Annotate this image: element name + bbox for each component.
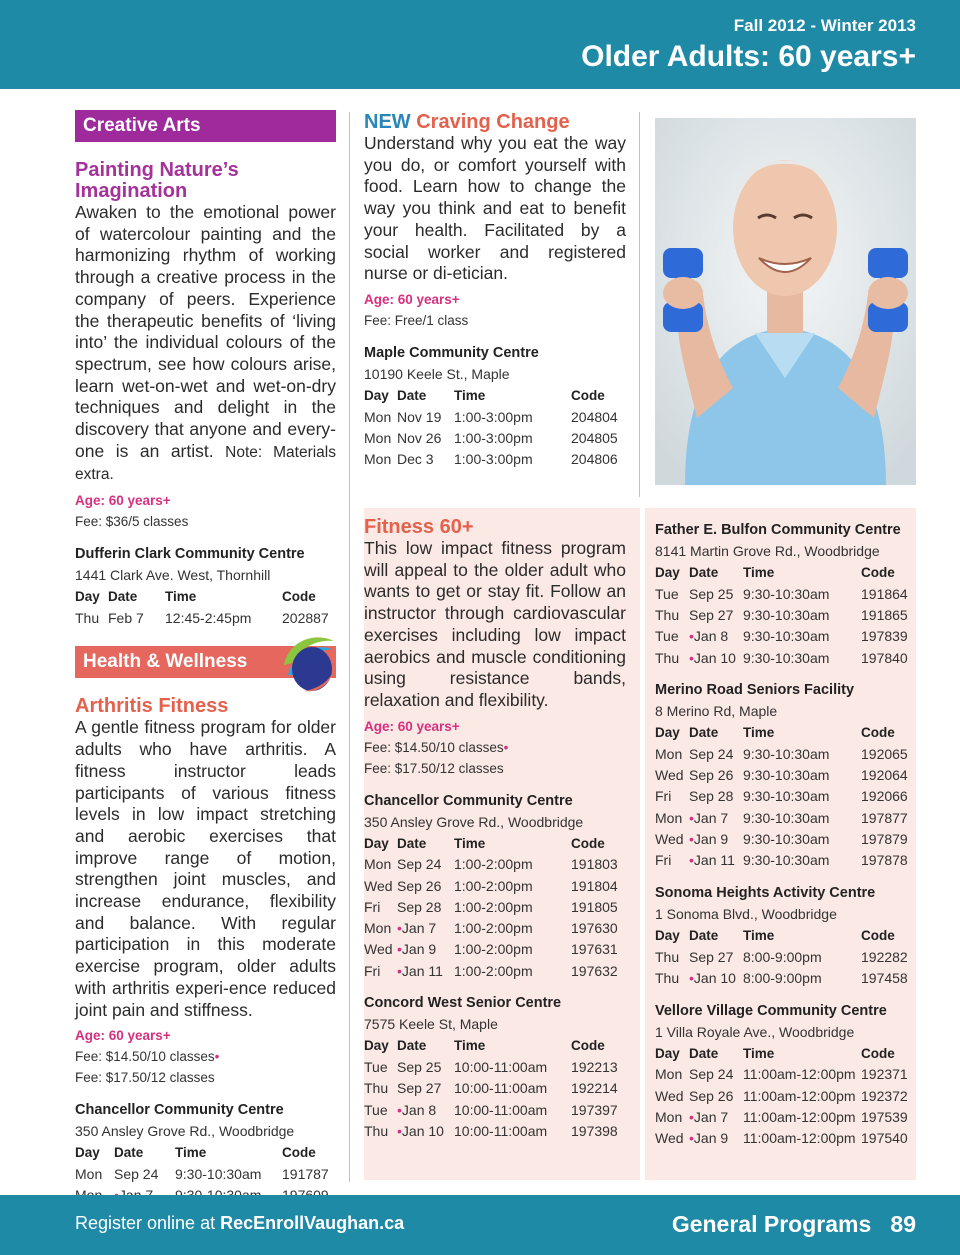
header-code: Code — [861, 1045, 895, 1061]
footer-section: General Programs 89 — [671, 1211, 916, 1237]
program-title: Painting Nature’s Imagination — [75, 159, 239, 202]
table-row: Mon •Jan 7 11:00am-12:00pm 197539 — [655, 1108, 908, 1125]
location-name: Vellore Village Community Centre — [655, 1002, 887, 1019]
header-date: Date — [689, 565, 719, 580]
header-date: Date — [689, 725, 719, 741]
location-name: Maple Community Centre — [364, 344, 539, 361]
header-day: Day — [364, 387, 389, 403]
location-name: Chancellor Community Centre — [75, 1102, 284, 1119]
register-text: Register online at RecEnrollVaughan.ca — [75, 1213, 405, 1233]
location-name: Father E. Bulfon Community Centre — [655, 522, 901, 538]
page-header — [0, 0, 960, 89]
age-label: Age: 60 years+ — [364, 718, 460, 734]
header-day: Day — [655, 1045, 680, 1061]
table-row: Tue Sep 25 10:00-11:00am 192213 — [364, 1059, 618, 1076]
header-date: Date — [689, 1045, 719, 1061]
table-row: Wed •Jan 9 1:00-2:00pm 197631 — [364, 941, 618, 958]
header-day: Day — [655, 565, 680, 580]
header-date: Date — [397, 835, 427, 851]
header-code: Code — [861, 725, 895, 741]
senior-man-illustration — [655, 118, 916, 485]
schedule-table — [364, 1035, 618, 1141]
table-row: Thu Sep 27 10:00-11:00am 192214 — [364, 1080, 618, 1097]
table-row: Wed Sep 26 1:00-2:00pm 191804 — [364, 877, 618, 894]
table-row: Wed •Jan 9 11:00am-12:00pm 197540 — [655, 1130, 908, 1147]
table-row: Thu Sep 27 8:00-9:00pm 192282 — [655, 948, 908, 965]
program-description: Understand why you eat the way you do, or comfort yourself with food. Learn how to change the way you think and eat to benefit your health. Facilitated by a social worker and registered nurse or di-etician. — [364, 133, 626, 284]
age-label: Age: 60 years+ — [75, 493, 171, 509]
location-address: 8 Merino Rd, Maple — [655, 703, 778, 720]
table-row: Wed Sep 26 9:30-10:30am 192064 — [655, 767, 908, 784]
schedule-table — [75, 586, 329, 628]
table-row: Thu Feb 7 12:45-2:45pm 202887 — [75, 609, 329, 626]
section-banner-health-wellness: Health & Wellness — [75, 646, 336, 678]
location-address: 1 Villa Royale Ave., Woodbridge — [655, 1023, 855, 1040]
header-time: Time — [743, 927, 775, 943]
table-row: Mon Dec 3 1:00-3:00pm 204806 — [364, 451, 618, 468]
header-day: Day — [364, 835, 389, 851]
page-title: Older Adults: 60 years+ — [581, 40, 916, 73]
header-date: Date — [108, 589, 138, 605]
header-day: Day — [655, 725, 680, 741]
header-code: Code — [571, 1038, 605, 1054]
column-left — [75, 110, 336, 1206]
table-row: Mon Sep 24 1:00-2:00pm 191803 — [364, 856, 618, 873]
header-time: Time — [743, 1045, 775, 1061]
header-day: Day — [655, 927, 680, 943]
table-row: Mon •Jan 7 9:30-10:30am 197877 — [655, 809, 908, 826]
location-name: Sonoma Heights Activity Centre — [655, 884, 876, 901]
header-date: Date — [397, 1038, 427, 1054]
table-row: Fri •Jan 11 1:00-2:00pm 197632 — [364, 962, 618, 979]
header-code: Code — [861, 927, 895, 943]
location-address: 1441 Clark Ave. West, Thornhill — [75, 567, 271, 584]
fee-label: Fee: $17.50/12 classes — [364, 760, 504, 776]
header-code: Code — [571, 835, 605, 851]
header-time: Time — [743, 725, 775, 741]
schedule-table — [655, 925, 908, 989]
header-time: Time — [454, 835, 486, 851]
wellness-logo-icon — [278, 631, 338, 693]
location-address: 7575 Keele St, Maple — [364, 1016, 498, 1033]
header-date: Date — [397, 387, 427, 403]
header-time: Time — [175, 1145, 207, 1161]
season-label: Fall 2012 - Winter 2013 — [733, 16, 916, 35]
location-name: Concord West Senior Centre — [364, 995, 562, 1012]
program-description: This low impact fitness program will appeal to the older adult who wants to get or stay fit. Follow an instructor through cardiovascular exercises including low impact aerobics and muscle conditioning using resistance bands, relaxation and flexibility. — [364, 538, 626, 710]
table-row: Thu •Jan 10 8:00-9:00pm 197458 — [655, 969, 908, 986]
schedule-table — [655, 1043, 908, 1149]
fee-label: Fee: $14.50/10 classes• — [75, 1049, 220, 1065]
table-row: Mon •Jan 7 1:00-2:00pm 197630 — [364, 920, 618, 937]
location-name: Merino Road Seniors Facility — [655, 682, 855, 699]
table-row: Mon Sep 24 11:00am-12:00pm 192371 — [655, 1066, 908, 1083]
column-divider — [639, 112, 640, 497]
fee-label: Fee: Free/1 class — [364, 312, 469, 328]
header-day: Day — [364, 1038, 389, 1054]
header-code: Code — [282, 589, 316, 605]
senior-with-dumbbells-photo — [655, 118, 916, 485]
fitness-program — [364, 517, 626, 1142]
location-address: 350 Ansley Grove Rd., Woodbridge — [75, 1123, 295, 1140]
header-day: Day — [75, 1145, 100, 1161]
table-row: Tue •Jan 8 10:00-11:00am 197397 — [364, 1101, 618, 1118]
header-code: Code — [571, 387, 605, 403]
program-description: Awaken to the emotional power of watercolour painting and the harmonizing rhythm of working through a creative process in the company of peers. Experience the therapeutic benefits of ‘living into’ the individual colours of the spectrum, see how colours arise, learn wet-on-wet and wet-on-dry techniques and delight in the discovery that anyone and every-one is an artist. Note: Materials extra. — [75, 202, 337, 484]
table-row: Fri Sep 28 1:00-2:00pm 191805 — [364, 898, 618, 915]
header-day: Day — [75, 589, 100, 605]
program-title: NEW Craving Change — [364, 111, 570, 133]
location-name: Dufferin Clark Community Centre — [75, 546, 305, 563]
header-code: Code — [861, 565, 895, 580]
fee-label: Fee: $36/5 classes — [75, 514, 189, 530]
header-time: Time — [454, 387, 486, 403]
table-row: Mon Nov 26 1:00-3:00pm 204805 — [364, 429, 618, 446]
table-row: Fri Sep 28 9:30-10:30am 192066 — [655, 788, 908, 805]
fee-label: Fee: $17.50/12 classes — [75, 1070, 215, 1086]
column-middle — [364, 111, 626, 1139]
header-date: Date — [689, 927, 719, 943]
page-number: 89 — [890, 1211, 916, 1237]
table-row: Mon Nov 19 1:00-3:00pm 204804 — [364, 408, 618, 425]
program-title: Arthritis Fitness — [75, 695, 229, 718]
header-time: Time — [743, 565, 775, 580]
page-footer — [0, 1195, 960, 1255]
program-title: Fitness 60+ — [364, 516, 474, 538]
program-description: A gentle fitness program for older adults who have arthritis. A fitness instructor leads participants of various fitness levels in low impact stretching and aerobic exercises that improve range of motion, strengthen joint muscles, and increase endurance, flexibility and balance. With regular participation in this moderate exercise program, older adults with arthritis experi-ence reduced joint pain and stiffness. — [75, 717, 336, 1020]
location-name: Chancellor Community Centre — [364, 792, 573, 809]
location-address: 1 Sonoma Blvd., Woodbridge — [655, 905, 837, 922]
table-row: Wed Sep 26 11:00am-12:00pm 192372 — [655, 1087, 908, 1104]
age-label: Age: 60 years+ — [364, 291, 460, 307]
location-address: 350 Ansley Grove Rd., Woodbridge — [364, 813, 584, 830]
table-row: Tue Sep 25 9:30-10:30am 191864 — [655, 585, 908, 602]
header-time: Time — [165, 589, 197, 605]
header-time: Time — [454, 1038, 486, 1054]
register-link[interactable]: RecEnrollVaughan.ca — [220, 1213, 405, 1233]
schedule-table — [655, 562, 908, 668]
schedule-table — [364, 833, 618, 982]
schedule-table — [655, 722, 908, 871]
fee-label: Fee: $14.50/10 classes• — [364, 739, 509, 755]
column-right — [655, 520, 916, 1149]
location-address: 10190 Keele St., Maple — [364, 365, 510, 382]
table-row: Tue •Jan 8 9:30-10:30am 197839 — [655, 628, 908, 645]
table-row: Wed •Jan 9 9:30-10:30am 197879 — [655, 831, 908, 848]
location-address: 8141 Martin Grove Rd., Woodbridge — [655, 543, 880, 559]
header-code: Code — [282, 1145, 316, 1161]
table-row: Mon Sep 24 9:30-10:30am 191787 — [75, 1165, 329, 1182]
table-row: Thu •Jan 10 9:30-10:30am 197840 — [655, 649, 908, 666]
schedule-table — [364, 385, 618, 470]
age-label: Age: 60 years+ — [75, 1028, 171, 1044]
header-date: Date — [114, 1145, 144, 1161]
table-row: Mon Sep 24 9:30-10:30am 192065 — [655, 745, 908, 762]
section-banner-creative-arts: Creative Arts — [75, 110, 336, 142]
column-divider — [349, 112, 350, 1182]
table-row: Thu •Jan 10 10:00-11:00am 197398 — [364, 1122, 618, 1139]
table-row: Fri •Jan 11 9:30-10:30am 197878 — [655, 852, 908, 869]
table-row: Thu Sep 27 9:30-10:30am 191865 — [655, 606, 908, 623]
